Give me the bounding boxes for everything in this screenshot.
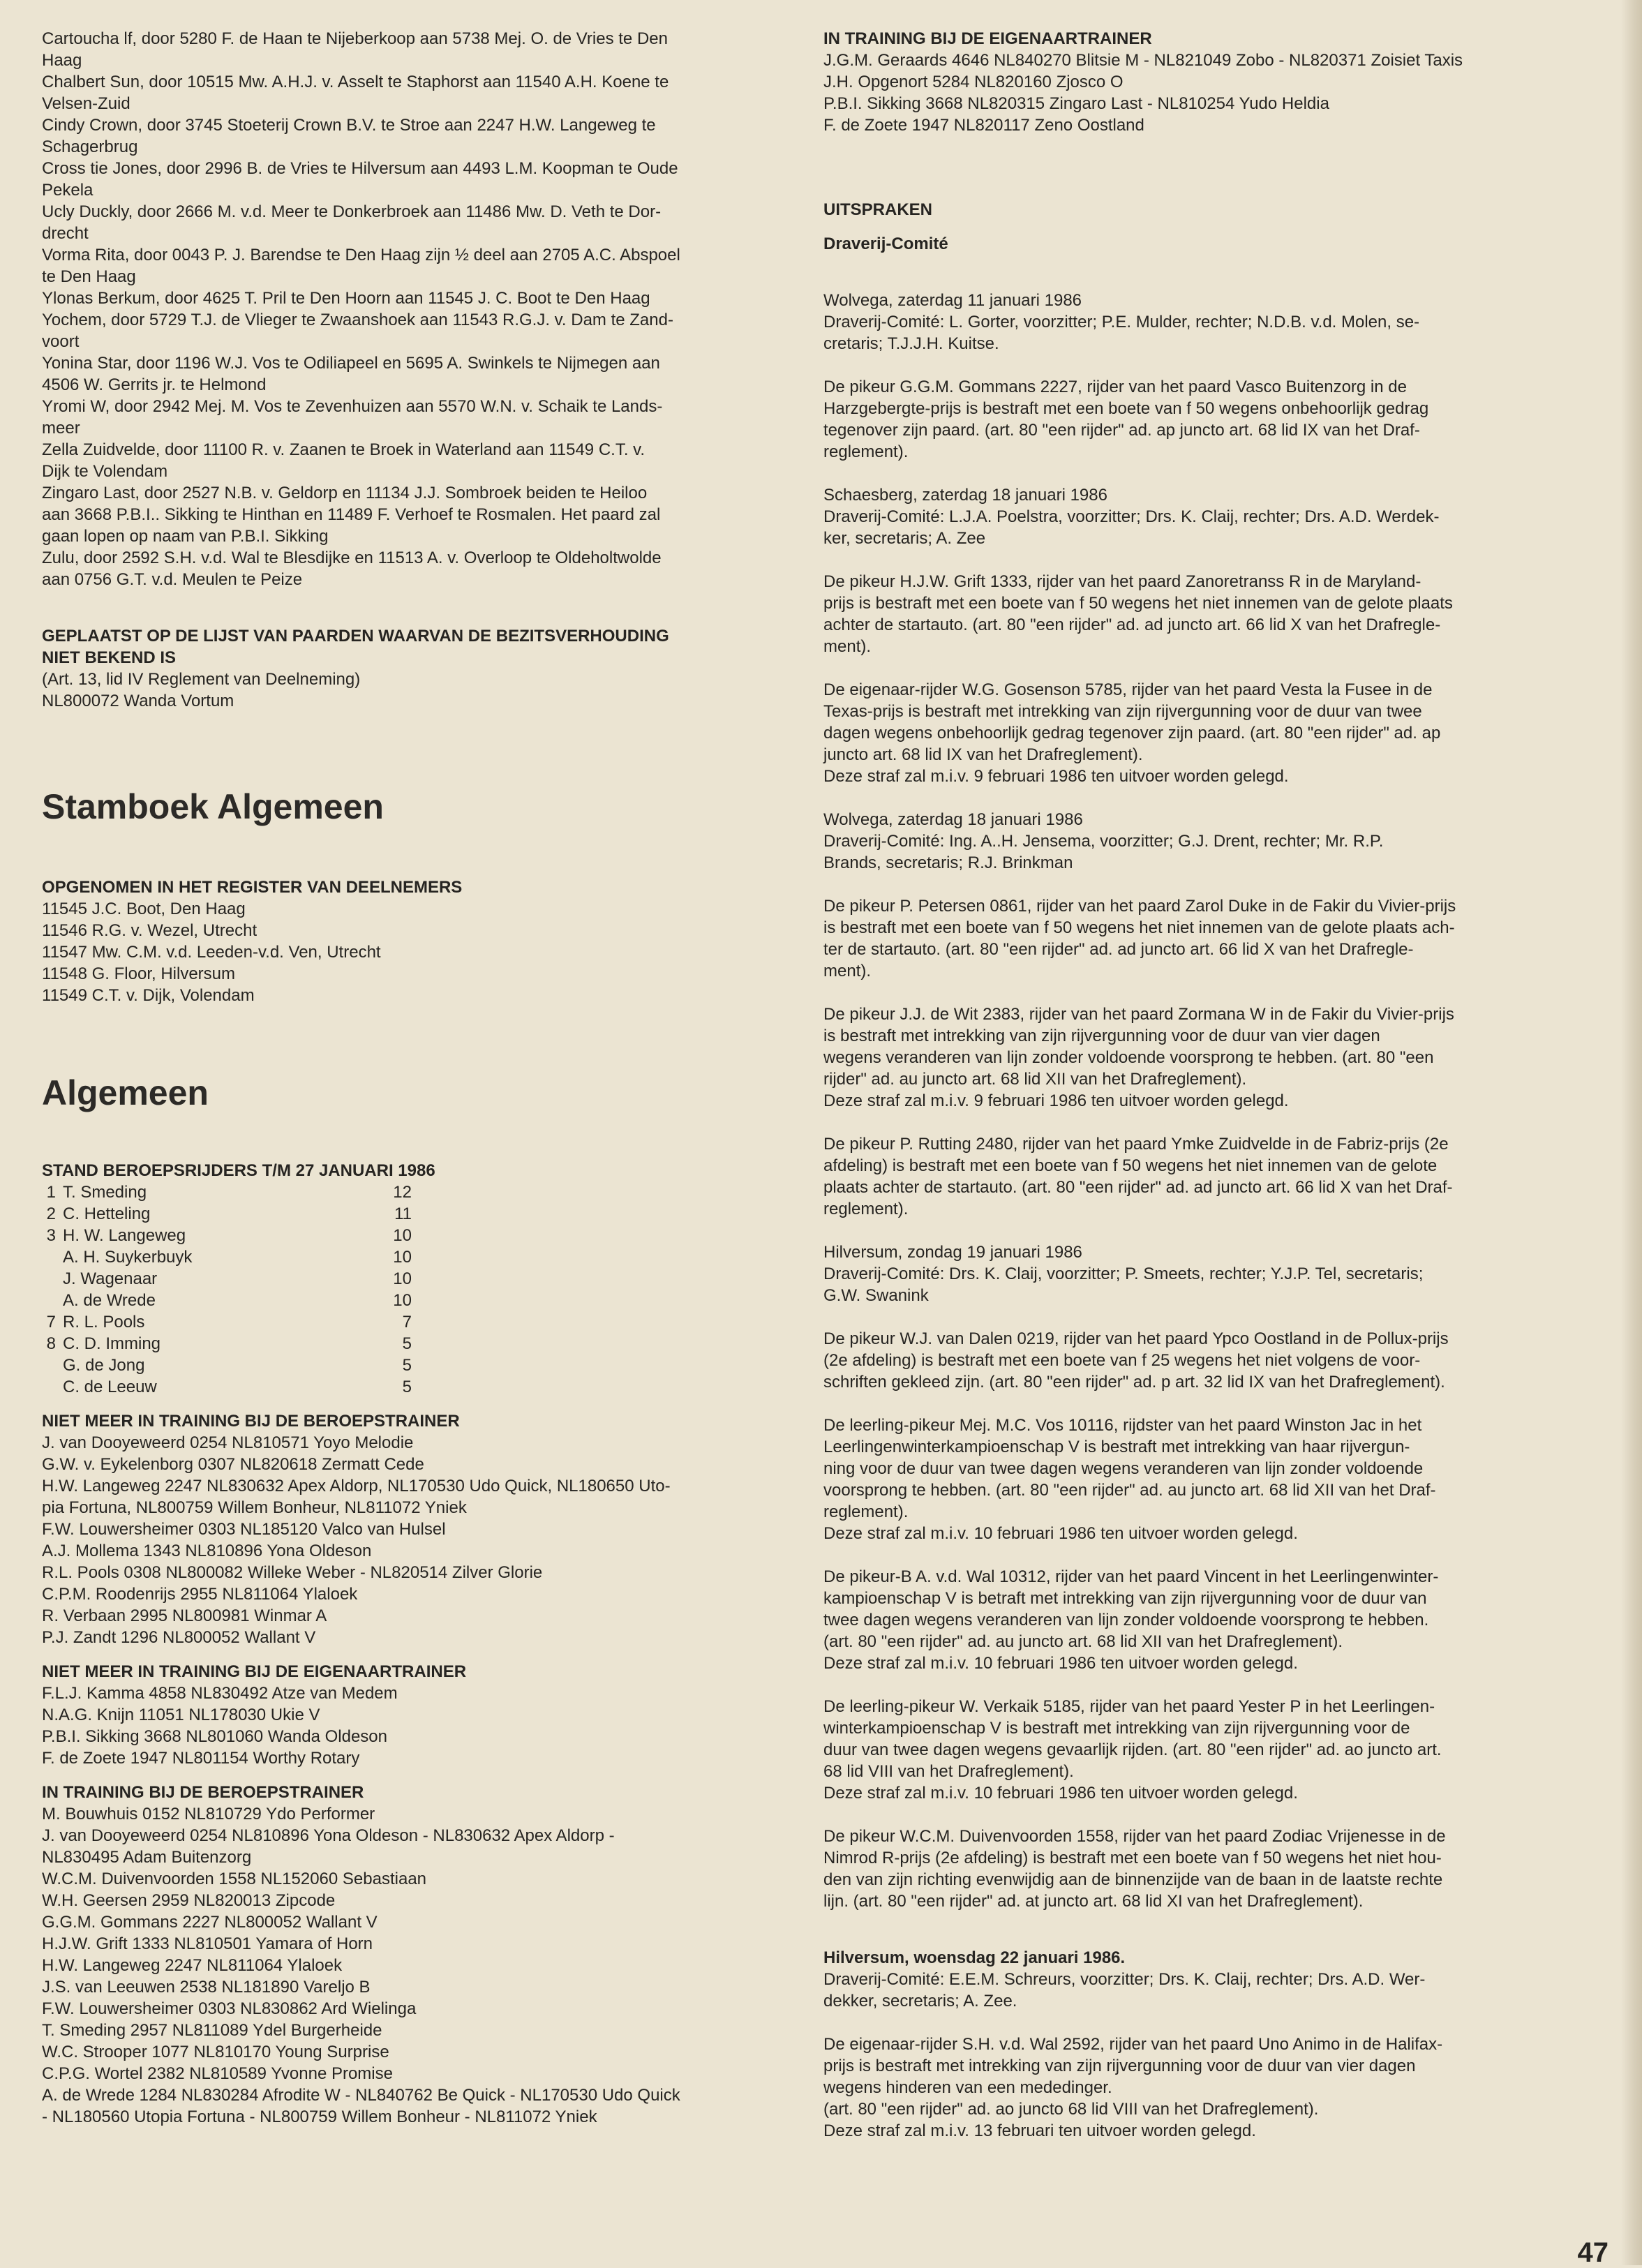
stand-row — [42, 1203, 412, 1225]
stand-name: A. H. Suykerbuyk — [63, 1248, 193, 1267]
ruling-block: De pikeur P. Petersen 0861, rijder van het paard Zarol Duke in de Fakir du Vivier-prijs is bestraft met een boete van f 50 wegens het niet innemen van de gelote plaats ach- ter de startauto. (art. 80 "een rijder" ad. ad juncto art. 66 lid X van het Drafregle- ment). — [823, 897, 1456, 980]
stand-rank — [42, 1290, 63, 1311]
stand-points: 5 — [402, 1356, 412, 1375]
stand-rank: 2 — [46, 1204, 56, 1223]
ruling-block: De pikeur G.G.M. Gommans 2227, rijder van het paard Vasco Buitenzorg in de Harzgebergte-prijs is bestraft met een boete van f 50 wegens onbehoorlijk gedrag tegenover zijn paard. (art. 80 "een rijder" ad. ap juncto art. 68 lid IX van het Draf- reglement). — [823, 378, 1429, 461]
stamboek-title: Stamboek Algemeen — [42, 787, 384, 826]
niet-eigen-body: F.L.J. Kamma 4858 NL830492 Atze van Medem N.A.G. Knijn 11051 NL178030 Ukie V P.B.I. Sikking 3668 NL801060 Wanda Oldeson F. de Zoete 1947 NL801154 Worthy Rotary — [42, 1684, 398, 1768]
stand-heading: STAND BEROEPSRIJDERS T/M 27 JANUARI 1986 — [42, 1161, 435, 1180]
stand-row — [42, 1268, 412, 1290]
stand-rank — [42, 1355, 63, 1376]
geplaatst-heading: GEPLAATST OP DE LIJST VAN PAARDEN WAARVAN DE BEZITSVERHOUDING NIET BEKEND IS — [42, 627, 669, 667]
stand-row — [42, 1376, 412, 1398]
stand-name: T. Smeding — [63, 1183, 147, 1202]
stand-row — [42, 1246, 412, 1268]
transfer-entry: Ucly Duckly, door 2666 M. v.d. Meer te Donkerbroek aan 11486 Mw. D. Veth te Dor- drecht — [42, 202, 662, 243]
transfer-entry: Yonina Star, door 1196 W.J. Vos te Odiliapeel en 5695 A. Swinkels te Nijmegen aan 4506 W. Gerrits jr. te Helmond — [42, 354, 660, 394]
left-column — [42, 28, 796, 2128]
stand-name: C. de Leeuw — [63, 1378, 157, 1396]
stand-row — [42, 1333, 412, 1355]
uitspraken-heading: UITSPRAKEN — [823, 200, 933, 219]
opgenomen-heading: OPGENOMEN IN HET REGISTER VAN DEELNEMERS — [42, 878, 463, 897]
ruling-list — [823, 290, 1563, 1912]
ruling-block: De pikeur P. Rutting 2480, rijder van het paard Ymke Zuidvelde in de Fabriz-prijs (2e afdeling) is bestraft met een boete van f 50 wegens het niet innemen van de gelote plaats achter de startauto. (art. 80 "een rijder" ad. ad juncto art. 66 lid X van het Draf- reglement). — [823, 1135, 1453, 1218]
ruling-block: Wolvega, zaterdag 11 januari 1986 Draverij-Comité: L. Gorter, voorzitter; P.E. Mulder, rechter; N.D.B. v.d. Molen, se- cretaris; T.J.J.H. Kuitse. — [823, 291, 1420, 353]
stand-name: G. de Jong — [63, 1356, 145, 1375]
stand-points: 10 — [393, 1248, 412, 1267]
transfer-entry: Zella Zuidvelde, door 11100 R. v. Zaanen te Broek in Waterland aan 11549 C.T. v. Dijk te Volendam — [42, 440, 645, 481]
stand-points: 7 — [402, 1313, 412, 1331]
stand-points: 11 — [394, 1204, 412, 1223]
ruling-block: De leerling-pikeur W. Verkaik 5185, rijder van het paard Yester P in het Leerlingen- winterkampioenschap V is bestraft met intrekking van zijn rijvergunning voor de duur van twee dagen wegens gevaarlijk rijden. (art. 80 "een rijder" ad. ao juncto art. 68 lid VIII van het Drafreglement). Deze straf zal m.i.v. 10 februari 1986 ten uitvoer worden gelegd. — [823, 1697, 1442, 1803]
final-session-body: Draverij-Comité: E.E.M. Schreurs, voorzitter; Drs. K. Claij, rechter; Drs. A.D. Wer- dekker, secretaris; A. Zee. — [823, 1970, 1426, 2010]
niet-beroeps-body: J. van Dooyeweerd 0254 NL810571 Yoyo Melodie G.W. v. Eykelenborg 0307 NL820618 Zermatt Cede H.W. Langeweg 2247 NL830632 Apex Aldorp, NL170530 Udo Quick, NL180650 Uto- pia Fortuna, NL800759 Willem Bonheur, NL811072 Yniek F.W. Louwersheimer 0303 NL185120 Valco van Hulsel A.J. Mollema 1343 NL810896 Yona Oldeson R.L. Pools 0308 NL800082 Willeke Weber - NL820514 Zilver Glorie C.P.M. Roodenrijs 2955 NL811064 Ylaloek R. Verbaan 2995 NL800981 Winmar A P.J. Zandt 1296 NL800052 Wallant V — [42, 1433, 671, 1647]
in-beroeps-body: M. Bouwhuis 0152 NL810729 Ydo Performer J. van Dooyeweerd 0254 NL810896 Yona Oldeson - NL830632 Apex Aldorp - NL830495 Adam Buitenzorg W.C.M. Duivenvoorden 1558 NL152060 Sebastiaan W.H. Geersen 2959 NL820013 Zipcode G.G.M. Gommans 2227 NL800052 Wallant V H.J.W. Grift 1333 NL810501 Yamara of Horn H.W. Langeweg 2247 NL811064 Ylaloek J.S. van Leeuwen 2538 NL181890 Vareljo B F.W. Louwersheimer 0303 NL830862 Ard Wielinga T. Smeding 2957 NL811089 Ydel Burgerheide W.C. Strooper 1077 NL810170 Young Surprise C.P.G. Wortel 2382 NL810589 Yvonne Promise A. de Wrede 1284 NL830284 Afrodite W - NL840762 Be Quick - NL170530 Udo Quick - NL180560 Utopia Fortuna - NL800759 Willem Bonheur - NL811072 Yniek — [42, 1805, 680, 2126]
ruling-block: Schaesberg, zaterdag 18 januari 1986 Draverij-Comité: L.J.A. Poelstra, voorzitter; Drs. K. Claij, rechter; Drs. A.D. Werdek- ker, secretaris; A. Zee — [823, 486, 1440, 548]
stand-name: H. W. Langeweg — [63, 1226, 186, 1245]
ruling-block: De pikeur H.J.W. Grift 1333, rijder van het paard Zanoretranss R in de Maryland- prijs is bestraft met een boete van f 50 wegens het niet innemen van de gelote plaats achter de startauto. (art. 80 "een rijder" ad. ad juncto art. 66 lid X van het Drafregle- ment). — [823, 572, 1453, 656]
stand-rank — [42, 1376, 63, 1398]
transfer-entry: Ylonas Berkum, door 4625 T. Pril te Den Hoorn aan 11545 J. C. Boot te Den Haag — [42, 289, 650, 308]
ruling-block: De pikeur-B A. v.d. Wal 10312, rijder van het paard Vincent in het Leerlingenwinter- kampioenschap V is betraft met intrekking van zijn rijvergunning voor de duur van twee dagen wegens veranderen van lijn zonder voldoende voorsprong te hebben. (art. 80 "een rijder" ad. au juncto art. 68 lid XII van het Drafreglement). Deze straf zal m.i.v. 10 februari 1986 ten uitvoer worden gelegd. — [823, 1567, 1439, 1673]
stand-points: 5 — [402, 1334, 412, 1353]
stand-row — [42, 1311, 412, 1333]
algemeen-title: Algemeen — [42, 1073, 209, 1112]
stand-rank: 7 — [46, 1313, 56, 1331]
ruling-block: De pikeur W.J. van Dalen 0219, rijder van het paard Ypco Oostland in de Pollux-prijs (2e afdeling) is bestraft met een boete van f 25 wegens het niet volgens de voor- schriften gekleed zijn. (art. 80 "een rijder" ad. p art. 32 lid IX van het Drafreglement). — [823, 1329, 1449, 1392]
stand-name: C. Hetteling — [63, 1204, 151, 1223]
draverij-heading: Draverij-Comité — [823, 234, 948, 253]
stand-row — [42, 1355, 412, 1376]
stand-points: 10 — [393, 1291, 412, 1310]
transfer-entry: Yromi W, door 2942 Mej. M. Vos te Zevenhuizen aan 5570 W.N. v. Schaik te Lands- meer — [42, 397, 663, 438]
stand-rank — [42, 1246, 63, 1268]
stand-name: C. D. Imming — [63, 1334, 161, 1353]
transfer-entry: Zulu, door 2592 S.H. v.d. Wal te Blesdijke en 11513 A. v. Overloop te Oldeholtwolde aan 0756 G.T. v.d. Meulen te Peize — [42, 549, 662, 589]
geplaatst-body: (Art. 13, lid IV Reglement van Deelneming) NL800072 Wanda Vortum — [42, 670, 361, 710]
stand-name: A. de Wrede — [63, 1291, 156, 1310]
niet-eigen-heading: NIET MEER IN TRAINING BIJ DE EIGENAARTRAINER — [42, 1662, 467, 1681]
final-session-heading: Hilversum, woensdag 22 januari 1986. — [823, 1948, 1126, 1967]
ruling-block: De pikeur J.J. de Wit 2383, rijder van het paard Zormana W in de Fakir du Vivier-prijs is bestraft met intrekking van zijn rijvergunning voor de duur van vier dagen wegens veranderen van lijn zonder voldoende voorsprong te hebben. (art. 80 "een rijder" ad. au juncto art. 68 lid XII van het Drafreglement). Deze straf zal m.i.v. 9 februari 1986 ten uitvoer worden gelegd. — [823, 1005, 1454, 1110]
transfer-entry: Cartoucha lf, door 5280 F. de Haan te Nijeberkoop aan 5738 Mej. O. de Vries te Den Haag — [42, 29, 668, 70]
ruling-block: De leerling-pikeur Mej. M.C. Vos 10116, rijdster van het paard Winston Jac in het Leerlingenwinterkampioenschap V is bestraft met intrekking van haar rijvergun- ning voor de duur van twee dagen wegens veranderen van lijn zonder voldoende voorsprong te hebben. (art. 80 "een rijder" ad. au juncto art. 68 lid XII van het Draf- reglement). Deze straf zal m.i.v. 10 februari 1986 ten uitvoer worden gelegd. — [823, 1416, 1436, 1543]
stand-points: 10 — [393, 1269, 412, 1288]
stand-points: 10 — [393, 1226, 412, 1245]
stand-row — [42, 1225, 412, 1246]
in-beroeps-heading: IN TRAINING BIJ DE BEROEPSTRAINER — [42, 1783, 364, 1802]
ruling-block: Hilversum, zondag 19 januari 1986 Draverij-Comité: Drs. K. Claij, voorzitter; P. Smeets, rechter; Y.J.P. Tel, secretaris; G.W. Swanink — [823, 1243, 1424, 1305]
stand-table — [42, 1181, 412, 1398]
in-eigen-heading: IN TRAINING BIJ DE EIGENAARTRAINER — [823, 29, 1152, 48]
stand-points: 5 — [402, 1378, 412, 1396]
ruling-block: De eigenaar-rijder W.G. Gosenson 5785, rijder van het paard Vesta la Fusee in de Texas-prijs is bestraft met intrekking van zijn rijvergunning voor de duur van twee dagen wegens onbehoorlijk gedrag tegenover zijn paard. (art. 80 "een rijder" ad. ap juncto art. 68 lid IX van het Drafreglement). Deze straf zal m.i.v. 9 februari 1986 ten uitvoer worden gelegd. — [823, 680, 1441, 786]
stand-rank: 1 — [46, 1183, 56, 1202]
niet-beroeps-heading: NIET MEER IN TRAINING BIJ DE BEROEPSTRAINER — [42, 1412, 460, 1431]
opgenomen-body: 11545 J.C. Boot, Den Haag 11546 R.G. v. Wezel, Utrecht 11547 Mw. C.M. v.d. Leeden-v.d. Ven, Utrecht 11548 G. Floor, Hilversum 11549 C.T. v. Dijk, Volendam — [42, 900, 381, 1005]
ruling-block: Wolvega, zaterdag 18 januari 1986 Draverij-Comité: Ing. A..H. Jensema, voorzitter; G.J. Drent, rechter; Mr. R.P. Brands, secretaris; R.J. Brinkman — [823, 810, 1384, 872]
page-edge — [1621, 0, 1642, 2265]
transfer-entry: Zingaro Last, door 2527 N.B. v. Geldorp en 11134 J.J. Sombroek beiden te Heiloo aan 3668 P.B.I.. Sikking te Hinthan en 11489 F. Verhoef te Rosmalen. Het paard zal gaan lopen op naam van P.B.I. Sikking — [42, 484, 661, 546]
transfer-entry: Chalbert Sun, door 10515 Mw. A.H.J. v. Asselt te Staphorst aan 11540 A.H. Koene te Velsen-Zuid — [42, 73, 669, 113]
in-eigen-body: J.G.M. Geraards 4646 NL840270 Blitsie M - NL821049 Zobo - NL820371 Zoisiet Taxis J.H. Opgenort 5284 NL820160 Zjosco O P.B.I. Sikking 3668 NL820315 Zingaro Last - NL810254 Yudo Heldia F. de Zoete 1947 NL820117 Zeno Oostland — [823, 51, 1463, 135]
stand-rank — [42, 1268, 63, 1290]
stand-name: J. Wagenaar — [63, 1269, 158, 1288]
transfer-entry: Vorma Rita, door 0043 P. J. Barendse te Den Haag zijn ½ deel aan 2705 A.C. Abspoel te Den Haag — [42, 246, 680, 286]
stand-row — [42, 1290, 412, 1311]
stand-name: R. L. Pools — [63, 1313, 145, 1331]
transfer-entry: Cross tie Jones, door 2996 B. de Vries te Hilversum aan 4493 L.M. Koopman te Oude Pekela — [42, 159, 678, 200]
stand-rank: 8 — [46, 1334, 56, 1353]
stand-points: 12 — [393, 1183, 412, 1202]
transfer-list — [42, 28, 796, 590]
ruling-block: De eigenaar-rijder S.H. v.d. Wal 2592, rijder van het paard Uno Animo in de Halifax- prijs is bestraft met intrekking van zijn rijvergunning voor de duur van vier dagen wegens hinderen van een mededinger. (art. 80 "een rijder" ad. ao juncto 68 lid VIII van het Drafreglement). Deze straf zal m.i.v. 13 februari ten uitvoer worden gelegd. — [823, 2035, 1443, 2140]
transfer-entry: Cindy Crown, door 3745 Stoeterij Crown B.V. te Stroe aan 2247 H.W. Langeweg te Schagerbrug — [42, 116, 656, 156]
page-number: 47 — [1577, 2237, 1609, 2268]
transfer-entry: Yochem, door 5729 T.J. de Vlieger te Zwaanshoek aan 11543 R.G.J. v. Dam te Zand- voort — [42, 311, 673, 351]
ruling-block: De pikeur W.C.M. Duivenvoorden 1558, rijder van het paard Zodiac Vrijenesse in de Nimrod R-prijs (2e afdeling) is bestraft met een boete van f 50 wegens het niet hou- den van zijn richting evenwijdig aan de binnenzijde van de baan in de laatste rechte lijn. (art. 80 "een rijder" ad. at juncto art. 68 lid XI van het Drafreglement). — [823, 1827, 1446, 1911]
stand-row — [42, 1181, 412, 1203]
stand-rank: 3 — [46, 1226, 56, 1245]
right-column — [823, 28, 1563, 2142]
